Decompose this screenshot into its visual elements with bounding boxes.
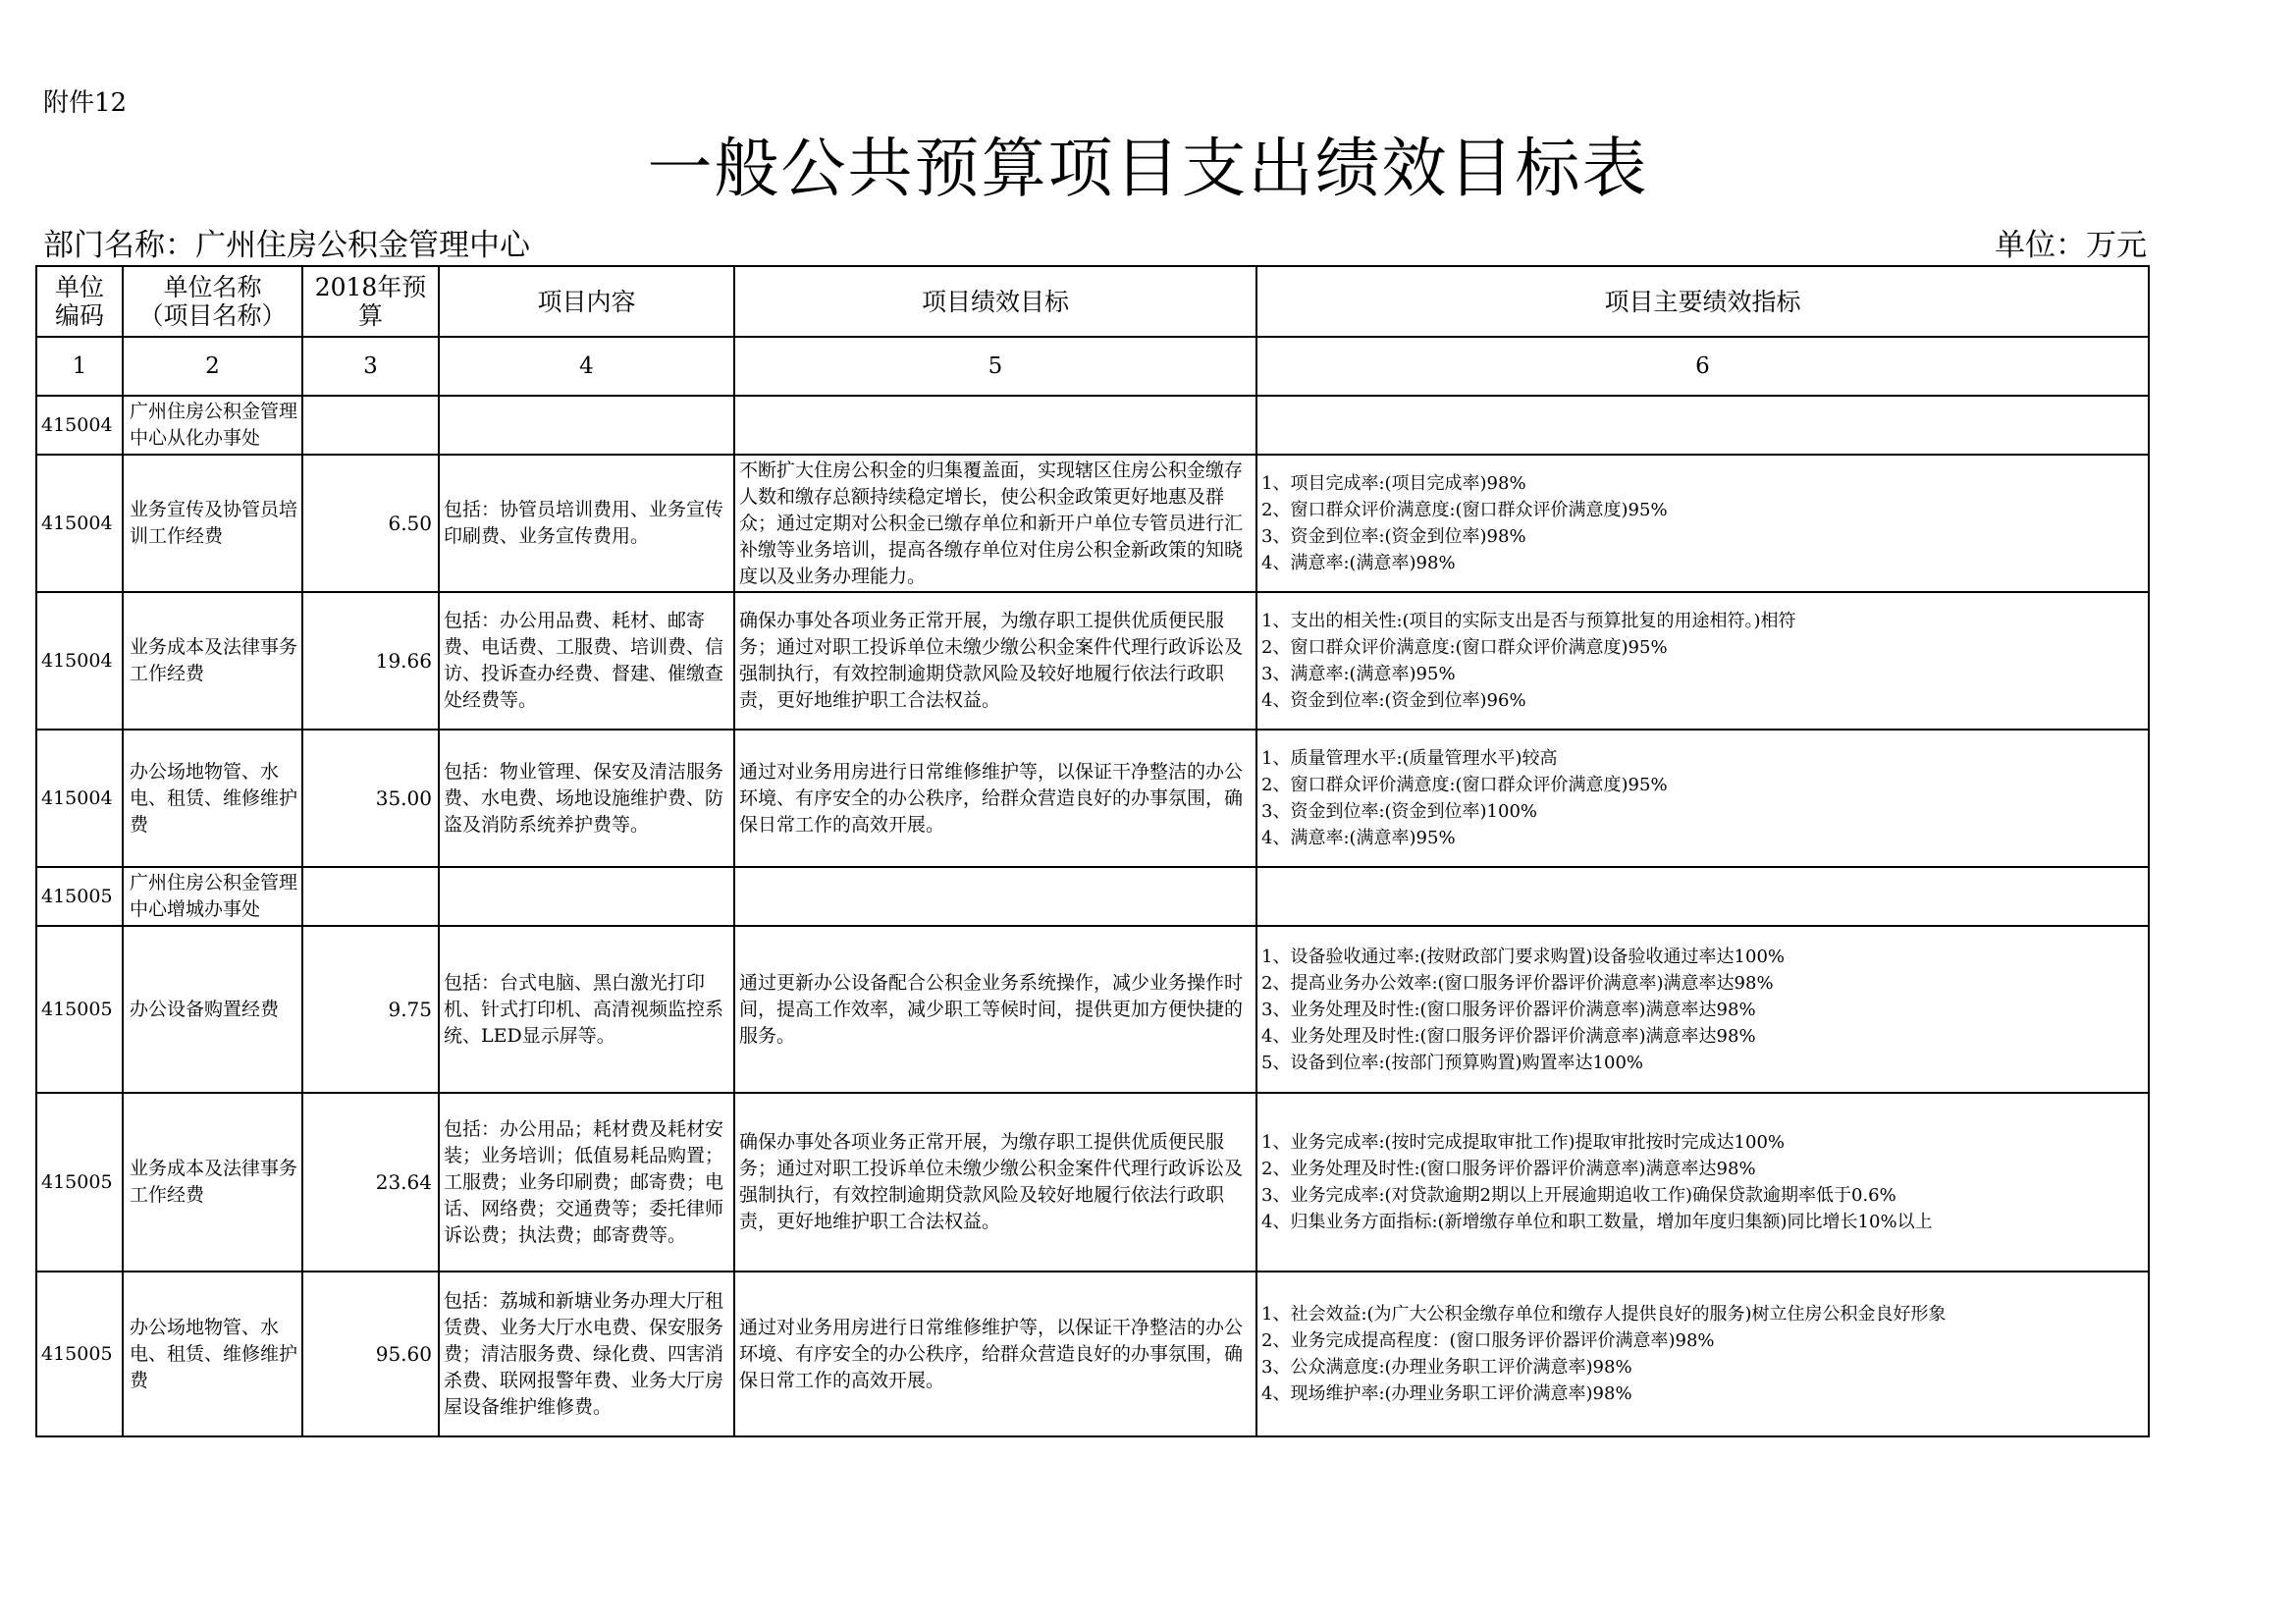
- performance-goal-cell: [734, 396, 1256, 455]
- department-name: 部门名称：广州住房公积金管理中心: [43, 228, 530, 263]
- column-number: 1: [36, 337, 123, 396]
- column-number: 2: [123, 337, 302, 396]
- project-content-cell: 包括：台式电脑、黑白激光打印机、针式打印机、高清视频监控系统、LED显示屏等。: [439, 926, 734, 1093]
- attachment-label: 附件12: [43, 88, 128, 118]
- header-unit-code: 单位 编码: [36, 266, 123, 337]
- column-number: 5: [734, 337, 1256, 396]
- indicators-cell: [1256, 867, 2149, 926]
- unit-code-cell: 415004: [36, 730, 123, 867]
- budget-amount-cell: 9.75: [302, 926, 439, 1093]
- performance-goal-cell: 通过对业务用房进行日常维修维护等，以保证干净整洁的办公环境、有序安全的办公秩序，给群众营造良好的办事氛围，确保日常工作的高效开展。: [734, 730, 1256, 867]
- indicator-item: 1、支出的相关性:(项目的实际支出是否与预算批复的用途相符。)相符: [1261, 611, 1796, 631]
- table-row: [36, 592, 2149, 730]
- indicators-cell: [1256, 926, 2149, 1093]
- indicator-item: 1、项目完成率:(项目完成率)98%: [1261, 473, 1526, 494]
- indicator-item: 3、业务完成率:(对贷款逾期2期以上开展逾期追收工作)确保贷款逾期率低于0.6%: [1261, 1185, 1896, 1206]
- indicators-cell: [1256, 455, 2149, 592]
- unit-code-cell: 415004: [36, 455, 123, 592]
- project-name-cell: 广州住房公积金管理中心从化办事处: [123, 396, 302, 455]
- performance-target-table: [35, 265, 2150, 1437]
- table-row: [36, 1093, 2149, 1272]
- unit-code-cell: 415005: [36, 867, 123, 926]
- performance-goal-cell: 确保办事处各项业务正常开展，为缴存职工提供优质便民服务；通过对职工投诉单位未缴少缴公积金案件代理行政诉讼及强制执行，有效控制逾期贷款风险及较好地履行依法行政职责，更好地维护职工合法权益。: [734, 592, 1256, 730]
- project-name-cell: 业务宣传及协管员培训工作经费: [123, 455, 302, 592]
- indicators-cell: [1256, 730, 2149, 867]
- budget-amount-cell: 95.60: [302, 1272, 439, 1436]
- performance-goal-cell: 确保办事处各项业务正常开展，为缴存职工提供优质便民服务；通过对职工投诉单位未缴少缴公积金案件代理行政诉讼及强制执行，有效控制逾期贷款风险及较好地履行依法行政职责，更好地维护职工合法权益。: [734, 1093, 1256, 1272]
- project-content-cell: 包括：协管员培训费用、业务宣传印刷费、业务宣传费用。: [439, 455, 734, 592]
- page-title: 一般公共预算项目支出绩效目标表: [647, 131, 1649, 206]
- indicator-item: 3、公众满意度:(办理业务职工评价满意率)98%: [1261, 1357, 1632, 1378]
- header-budget-2018: 2018年预 算: [302, 266, 439, 337]
- indicator-item: 2、窗口群众评价满意度:(窗口群众评价满意度)95%: [1261, 500, 1668, 520]
- header-unit-name: 单位名称 （项目名称）: [123, 266, 302, 337]
- column-number: 4: [439, 337, 734, 396]
- table-row: [36, 455, 2149, 592]
- project-name-cell: 办公设备购置经费: [123, 926, 302, 1093]
- budget-amount-cell: [302, 396, 439, 455]
- unit-code-cell: 415004: [36, 592, 123, 730]
- unit-code-cell: 415005: [36, 1093, 123, 1272]
- indicator-item: 4、归集业务方面指标:(新增缴存单位和职工数量，增加年度归集额)同比增长10%以上: [1261, 1212, 1933, 1232]
- project-content-cell: 包括：办公用品费、耗材、邮寄费、电话费、工服费、培训费、信访、投诉查办经费、督建、催缴查处经费等。: [439, 592, 734, 730]
- budget-amount-cell: 6.50: [302, 455, 439, 592]
- column-number: 3: [302, 337, 439, 396]
- indicator-item: 2、窗口群众评价满意度:(窗口群众评价满意度)95%: [1261, 637, 1668, 658]
- indicator-item: 2、业务处理及时性:(窗口服务评价器评价满意率)满意率达98%: [1261, 1159, 1756, 1179]
- header-performance-goal: 项目绩效目标: [734, 266, 1256, 337]
- indicators-cell: [1256, 396, 2149, 455]
- budget-amount-cell: 35.00: [302, 730, 439, 867]
- indicator-item: 4、业务处理及时性:(窗口服务评价器评价满意率)满意率达98%: [1261, 1025, 1756, 1047]
- indicator-item: 4、满意率:(满意率)95%: [1261, 828, 1456, 848]
- performance-goal-cell: 通过更新办公设备配合公积金业务系统操作，减少业务操作时间，提高工作效率，减少职工等候时间，提供更加方便快捷的服务。: [734, 926, 1256, 1093]
- indicator-item: 3、资金到位率:(资金到位率)100%: [1261, 801, 1538, 822]
- indicator-item: 1、设备验收通过率:(按财政部门要求购置)设备验收通过率达100%: [1261, 946, 1786, 967]
- indicators-cell: [1256, 1272, 2149, 1436]
- indicator-item: 2、窗口群众评价满意度:(窗口群众评价满意度)95%: [1261, 775, 1668, 795]
- table-row: [36, 730, 2149, 867]
- header-key-indicators: 项目主要绩效指标: [1256, 266, 2149, 337]
- project-content-cell: 包括：荔城和新塘业务办理大厅租赁费、业务大厅水电费、保安服务费；清洁服务费、绿化费、四害消杀费、联网报警年费、业务大厅房屋设备维护维修费。: [439, 1272, 734, 1436]
- project-content-cell: 包括：物业管理、保安及清洁服务费、水电费、场地设施维护费、防盗及消防系统养护费等。: [439, 730, 734, 867]
- unit-code-cell: 415004: [36, 396, 123, 455]
- indicator-item: 1、社会效益:(为广大公积金缴存单位和缴存人提供良好的服务)树立住房公积金良好形象: [1261, 1304, 1947, 1325]
- performance-goal-cell: [734, 867, 1256, 926]
- indicator-item: 4、资金到位率:(资金到位率)96%: [1261, 690, 1526, 711]
- indicator-item: 3、满意率:(满意率)95%: [1261, 664, 1456, 684]
- performance-goal-cell: 通过对业务用房进行日常维修维护等，以保证干净整洁的办公环境、有序安全的办公秩序，给群众营造良好的办事氛围，确保日常工作的高效开展。: [734, 1272, 1256, 1436]
- project-content-cell: [439, 396, 734, 455]
- indicator-item: 2、业务完成提高程度：(窗口服务评价器评价满意率)98%: [1261, 1330, 1715, 1351]
- project-name-cell: 办公场地物管、水电、租赁、维修维护费: [123, 1272, 302, 1436]
- unit-code-cell: 415005: [36, 1272, 123, 1436]
- indicator-item: 5、设备到位率:(按部门预算购置)购置率达100%: [1261, 1052, 1644, 1073]
- table-row: [36, 1272, 2149, 1436]
- indicator-item: 4、满意率:(满意率)98%: [1261, 553, 1456, 573]
- project-name-cell: 广州住房公积金管理中心增城办事处: [123, 867, 302, 926]
- project-name-cell: 业务成本及法律事务工作经费: [123, 1093, 302, 1272]
- project-content-cell: 包括：办公用品；耗材费及耗材安装；业务培训；低值易耗品购置；工服费；业务印刷费；邮寄费；电话、网络费；交通费等；委托律师诉讼费；执法费；邮寄费等。: [439, 1093, 734, 1272]
- budget-amount-cell: 19.66: [302, 592, 439, 730]
- header-row: [36, 266, 2149, 337]
- project-content-cell: [439, 867, 734, 926]
- column-number-row: [36, 337, 2149, 396]
- table-row: [36, 926, 2149, 1093]
- currency-unit: 单位：万元: [1995, 228, 2147, 263]
- org-row: [36, 867, 2149, 926]
- budget-amount-cell: [302, 867, 439, 926]
- indicators-cell: [1256, 592, 2149, 730]
- budget-amount-cell: 23.64: [302, 1093, 439, 1272]
- indicators-cell: [1256, 1093, 2149, 1272]
- header-project-content: 项目内容: [439, 266, 734, 337]
- unit-code-cell: 415005: [36, 926, 123, 1093]
- indicator-item: 1、业务完成率:(按时完成提取审批工作)提取审批按时完成达100%: [1261, 1132, 1786, 1153]
- org-row: [36, 396, 2149, 455]
- column-number: 6: [1256, 337, 2149, 396]
- project-name-cell: 业务成本及法律事务工作经费: [123, 592, 302, 730]
- indicator-item: 3、资金到位率:(资金到位率)98%: [1261, 526, 1526, 547]
- performance-goal-cell: 不断扩大住房公积金的归集覆盖面，实现辖区住房公积金缴存人数和缴存总额持续稳定增长，使公积金政策更好地惠及群众；通过定期对公积金已缴存单位和新开户单位专管员进行汇补缴等业务培训，提高各缴存单位对住房公积金新政策的知晓度以及业务办理能力。: [734, 455, 1256, 592]
- indicator-item: 4、现场维护率:(办理业务职工评价满意率)98%: [1261, 1383, 1632, 1404]
- indicator-item: 1、质量管理水平:(质量管理水平)较高: [1261, 748, 1558, 769]
- project-name-cell: 办公场地物管、水电、租赁、维修维护费: [123, 730, 302, 867]
- indicator-item: 2、提高业务办公效率:(窗口服务评价器评价满意率)满意率达98%: [1261, 972, 1774, 994]
- indicator-item: 3、业务处理及时性:(窗口服务评价器评价满意率)满意率达98%: [1261, 999, 1756, 1020]
